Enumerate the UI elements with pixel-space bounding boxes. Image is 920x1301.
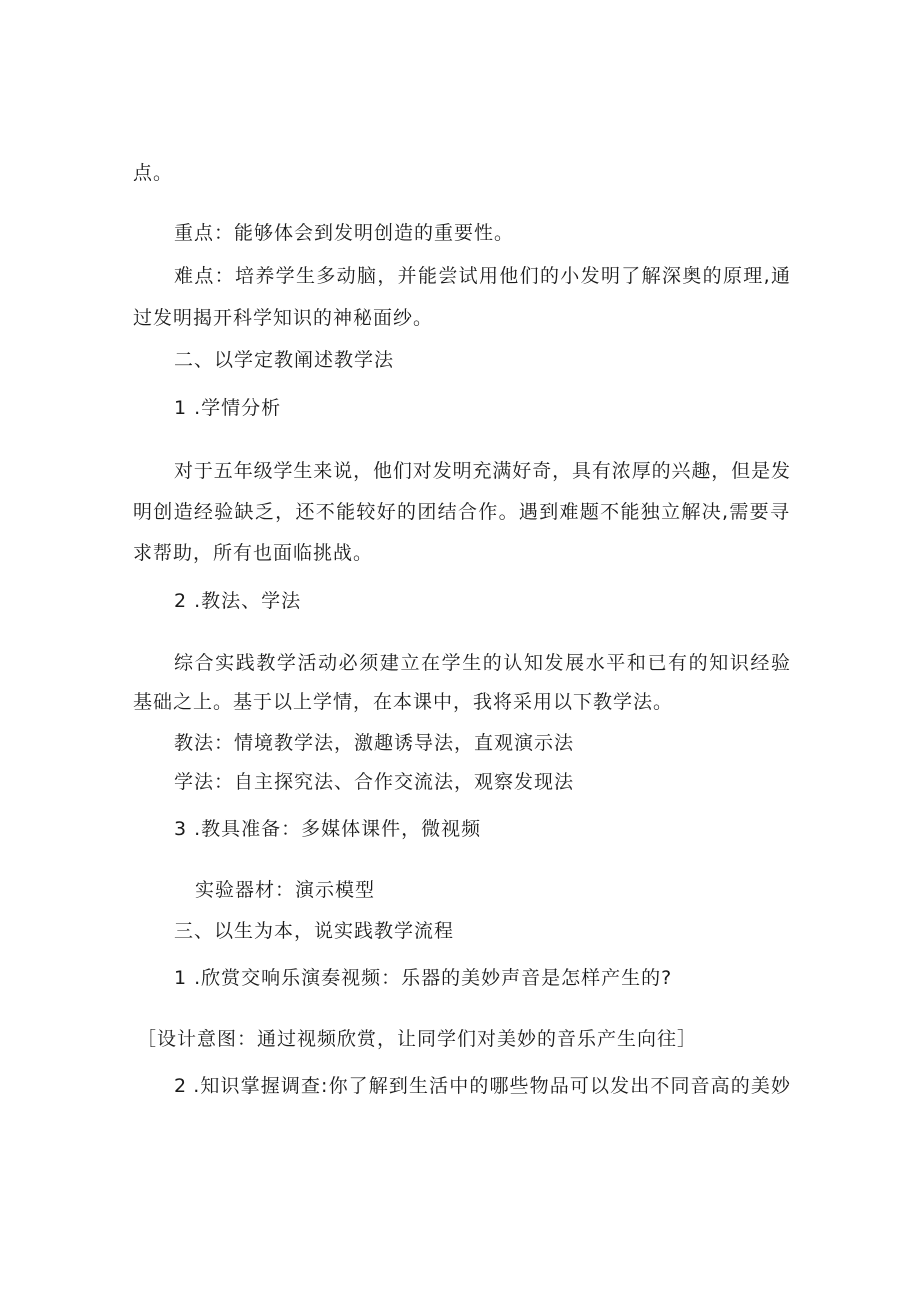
subheading-methods: 2 .教法、学法 <box>174 590 302 612</box>
paragraph-continuation: 点。 <box>133 162 174 184</box>
section-heading-3: 三、以生为本，说实践教学流程 <box>174 920 455 942</box>
step-1-line: 1 .欣赏交响乐演奏视频：乐器的美妙声音是怎样产生的? <box>174 967 673 989</box>
difficulty-line-2: 过发明揭开科学知识的神秘面纱。 <box>133 307 434 329</box>
methods-line-2: 基础之上。基于以上学情，在本课中，我将采用以下教学法。 <box>133 691 674 713</box>
design-intent-line: ［设计意图：通过视频欣赏，让同学们对美妙的音乐产生向往］ <box>137 1028 698 1050</box>
analysis-line-1: 对于五年级学生来说，他们对发明充满好奇，具有浓厚的兴趣，但是发 <box>174 460 790 482</box>
analysis-line-2: 明创造经验缺乏，还不能较好的团结合作。遇到难题不能独立解决,需要寻 <box>133 501 789 523</box>
subheading-teaching-aids: 3 .教具准备：多媒体课件，微视频 <box>174 818 482 840</box>
section-heading-2: 二、以学定教阐述教学法 <box>174 349 395 371</box>
learning-methods-line: 学法：自主探究法、合作交流法，观察发现法 <box>174 771 575 793</box>
analysis-line-3: 求帮助，所有也面临挑战。 <box>133 542 374 564</box>
step-2-line: 2 .知识掌握调查:你了解到生活中的哪些物品可以发出不同音高的美妙 <box>174 1075 790 1097</box>
teaching-methods-line: 教法：情境教学法，激趣诱导法，直观演示法 <box>174 732 575 754</box>
difficulty-line-1: 难点：培养学生多动脑，并能尝试用他们的小发明了解深奥的原理,通 <box>174 265 790 287</box>
methods-line-1: 综合实践教学活动必须建立在学生的认知发展水平和已有的知识经验 <box>174 652 790 674</box>
key-point-line: 重点：能够体会到发明创造的重要性。 <box>174 222 515 244</box>
experiment-materials-line: 实验器材：演示模型 <box>195 879 376 901</box>
subheading-learning-analysis: 1 .学情分析 <box>174 397 282 419</box>
